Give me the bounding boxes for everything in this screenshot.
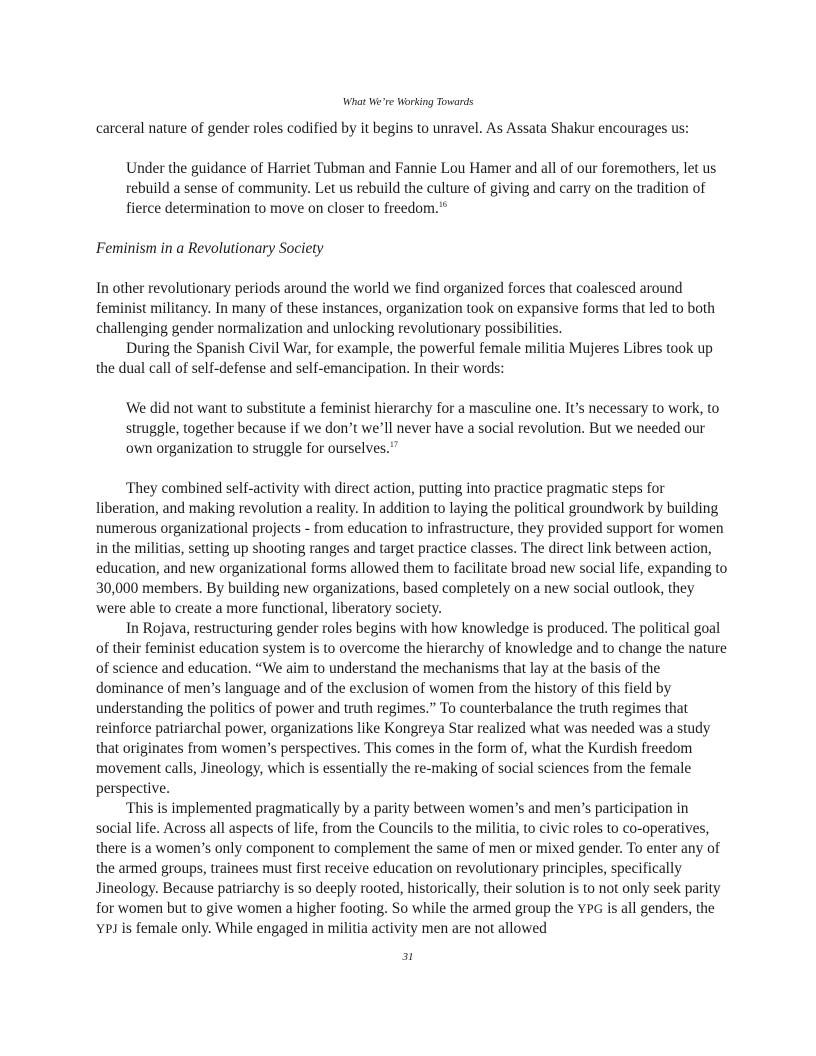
quote-text: We did not want to substitute a feminist hierarchy for a masculine one. It’s necessary to work, to struggle, together because if we don’t we’ll never have a social revolution. But we needed our own organization to struggle for ourselves. bbox=[126, 400, 720, 457]
paragraph-text: is all genders, the bbox=[607, 900, 715, 917]
block-quote-shakur bbox=[126, 159, 726, 219]
quote-text: Under the guidance of Harriet Tubman and Fannie Lou Hamer and all of our foremothers, let us rebuild a sense of community. Let us rebuild the culture of giving and carry on the tradition of fierce determination to move on closer to freedom. bbox=[126, 160, 717, 217]
block-quote-mujeres-libres bbox=[126, 399, 726, 459]
paragraph: In other revolutionary periods around the world we find organized forces that coalesced around feminist militancy. In many of these instances, organization took on expansive forms that led to both challenging gender normalization and unlocking revolutionary possibilities. bbox=[96, 280, 715, 337]
paragraph-text: is female only. While engaged in militia activity men are not allowed bbox=[121, 920, 547, 937]
acronym-ypj: YPJ bbox=[96, 922, 118, 936]
paragraph: In Rojava, restructuring gender roles begins with how knowledge is produced. The political goal of their feminist education system is to overcome the hierarchy of knowledge and to change the nature of science and education. “We aim to understand the mechanisms that lay at the basis of the dominance of men’s language and of the exclusion of women from the history of this field by understanding the politics of power and truth regimes.” To counterbalance the truth regimes that reinforce patriarchal power, organizations like Kongreya Star realized what was needed was a study that originates from women’s perspectives. This comes in the form of, what the Kurdish freedom movement calls, Jineology, which is essentially the re-making of social sciences from the female perspective. bbox=[96, 620, 727, 797]
paragraph-intro: carceral nature of gender roles codified by it begins to unravel. As Assata Shakur encourages us: bbox=[96, 120, 690, 137]
acronym-ypg: YPG bbox=[577, 902, 604, 916]
page-number: 31 bbox=[402, 951, 414, 963]
paragraph-text: This is implemented pragmatically by a parity between women’s and men’s participation in social life. Across all aspects of life, from the Councils to the militia, to civic roles to co-operatives, there is a women’s only component to complement the same of men or mixed gender. To enter any of the armed groups, trainees must first receive education on revolutionary principles, specifically Jineology. Because patriarchy is so deeply rooted, historically, their solution is to not only seek parity for women but to give women a higher footing. So while the armed group the bbox=[96, 800, 721, 917]
paragraph: During the Spanish Civil War, for example, the powerful female militia Mujeres Libres took up the dual call of self-defense and self-emancipation. In their words: bbox=[96, 340, 713, 377]
footnote-ref: 16 bbox=[438, 200, 447, 209]
running-head: What We’re Working Towards bbox=[342, 96, 474, 108]
section-heading: Feminism in a Revolutionary Society bbox=[96, 240, 324, 257]
paragraph bbox=[96, 799, 728, 939]
paragraph: They combined self-activity with direct action, putting into practice pragmatic steps for liberation, and making revolution a reality. In addition to laying the political groundwork by building numerous organizational projects - from education to infrastructure, they provided support for women in the militias, setting up shooting ranges and target practice classes. The direct link between action, education, and new organizational forms allowed them to facilitate broad new social life, expanding to 30,000 members. By building new organizations, based completely on a new social outlook, they were able to create a more functional, liberatory society. bbox=[96, 480, 728, 617]
body-text bbox=[96, 119, 728, 939]
footnote-ref: 17 bbox=[389, 440, 398, 449]
